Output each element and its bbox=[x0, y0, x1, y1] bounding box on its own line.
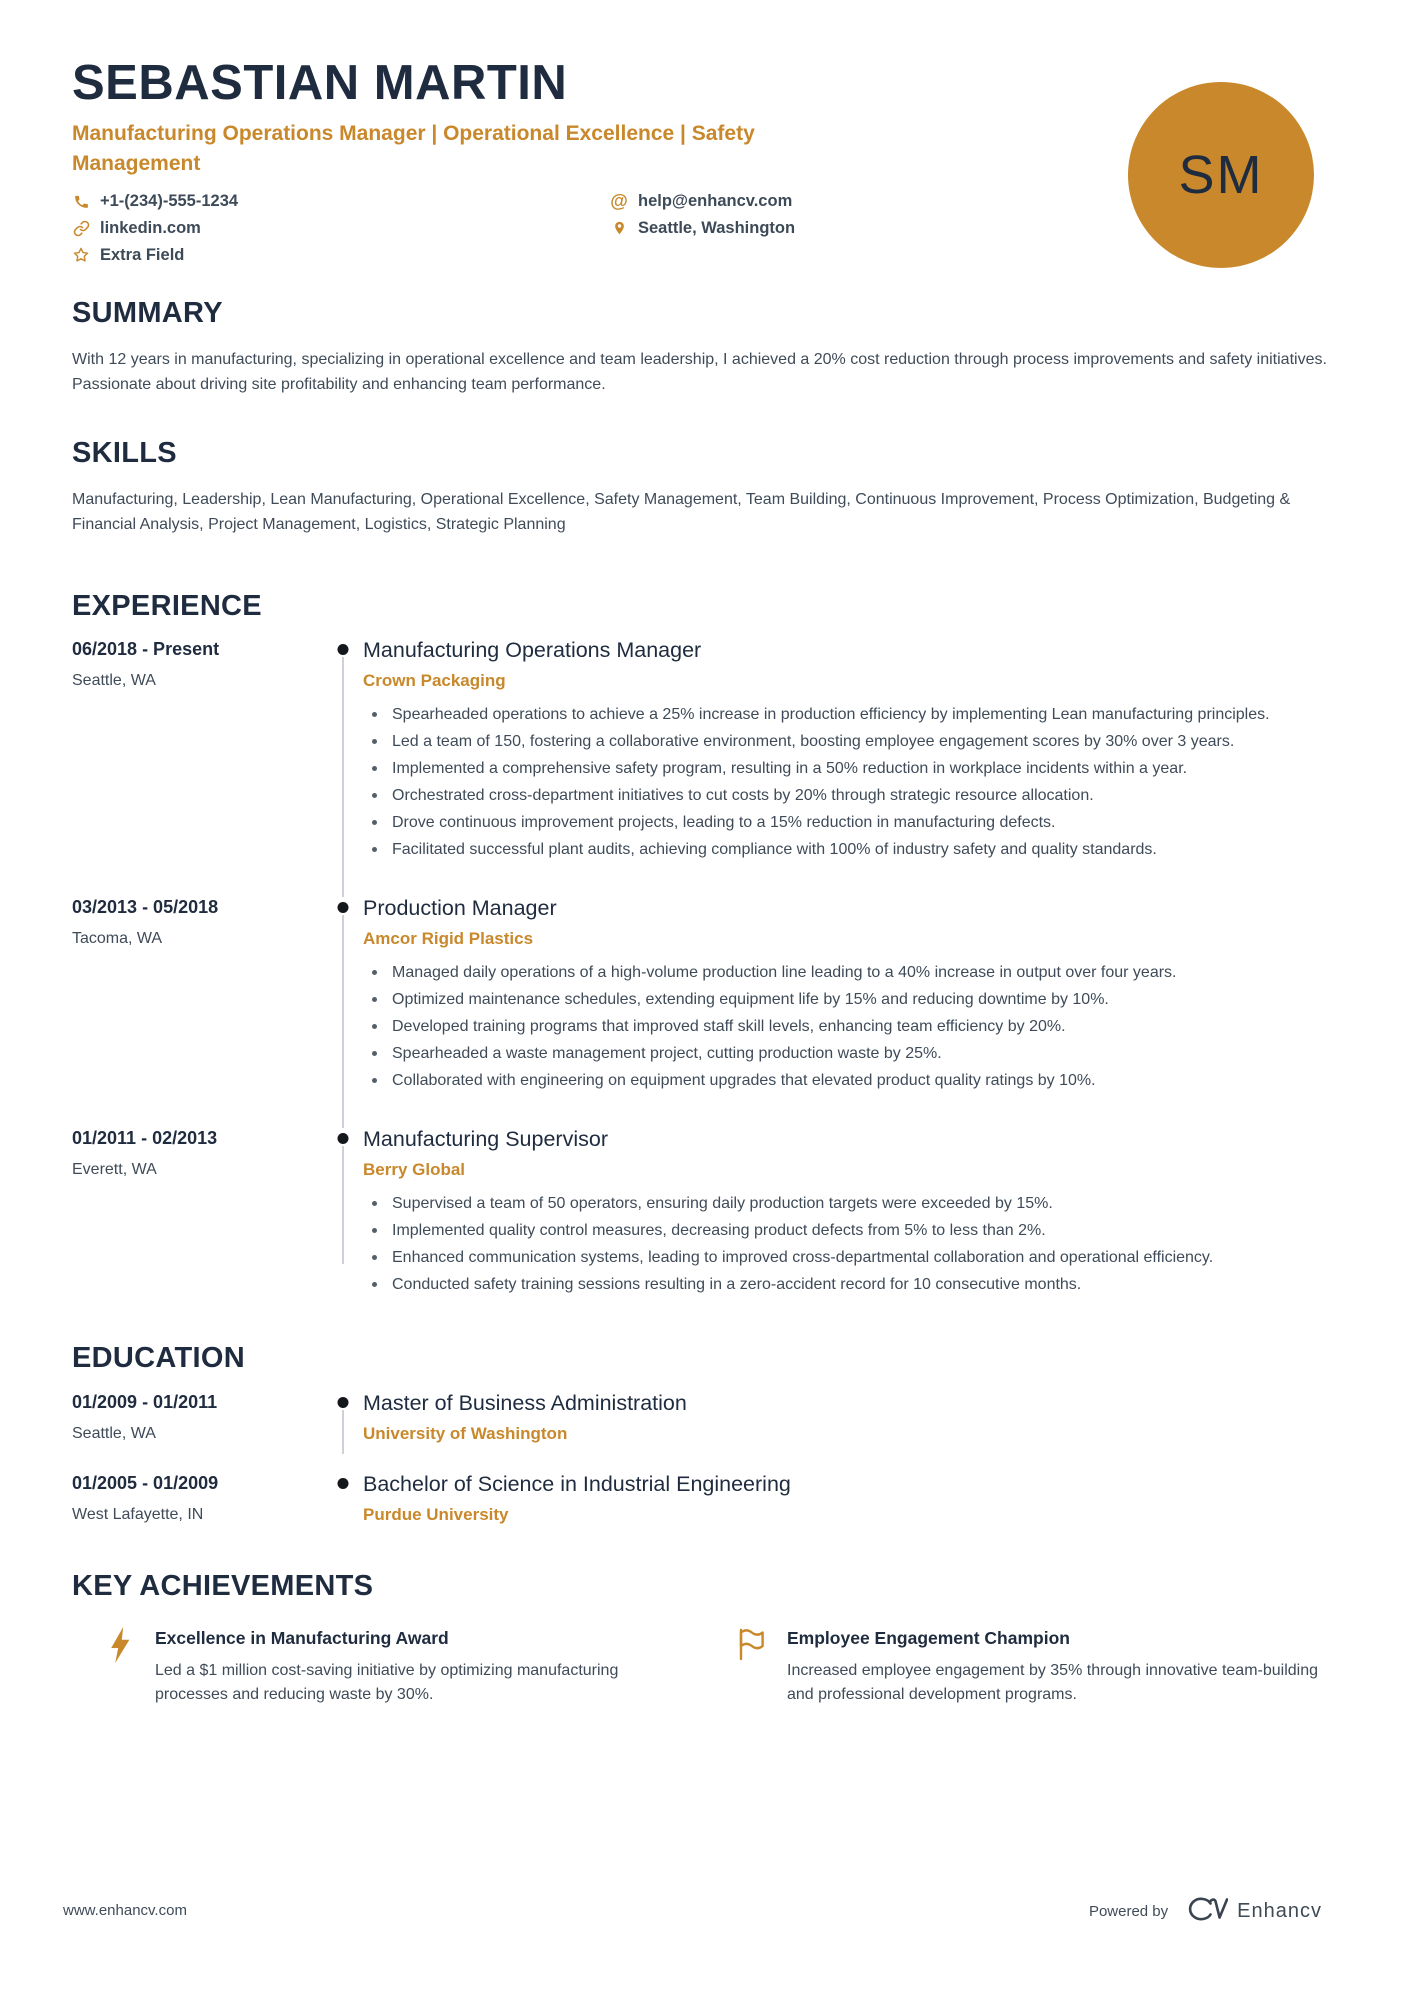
experience-dates: 03/2013 - 05/2018 bbox=[72, 897, 219, 917]
timeline-dot bbox=[338, 1133, 349, 1144]
timeline-rail bbox=[323, 895, 363, 1096]
timeline-rail bbox=[323, 1471, 363, 1526]
section-skills bbox=[72, 437, 1345, 537]
company-name: Amcor Rigid Plastics bbox=[363, 929, 534, 948]
timeline-line bbox=[342, 657, 344, 897]
experience-meta bbox=[72, 895, 323, 1096]
education-dates: 01/2009 - 01/2011 bbox=[72, 1392, 218, 1412]
bullet-item: Optimized maintenance schedules, extending equipment life by 15% and reducing downtime by 10%. bbox=[385, 988, 1345, 1011]
experience-location: Everett, WA bbox=[72, 1161, 157, 1178]
experience-body bbox=[363, 637, 1345, 865]
experience-body bbox=[363, 895, 1345, 1096]
education-body bbox=[363, 1390, 1345, 1445]
contact-location-text: Seattle, Washington bbox=[638, 219, 796, 237]
timeline-dot bbox=[338, 902, 349, 913]
achievement-title: Excellence in Manufacturing Award bbox=[155, 1628, 449, 1648]
education-body bbox=[363, 1471, 1345, 1526]
achievement-body bbox=[155, 1626, 680, 1706]
contact-extra-field bbox=[72, 246, 610, 264]
education-meta bbox=[72, 1471, 323, 1526]
company-name: Crown Packaging bbox=[363, 671, 506, 690]
timeline-dot bbox=[338, 644, 349, 655]
education-meta bbox=[72, 1390, 323, 1445]
enhancv-brand[interactable] bbox=[1182, 1894, 1322, 1929]
flag-icon bbox=[737, 1626, 767, 1661]
location-pin-icon bbox=[610, 219, 628, 237]
bullet-item: Facilitated successful plant audits, achieving compliance with 100% of industry safety and quality standards. bbox=[385, 838, 1345, 861]
job-bullets bbox=[363, 1192, 1345, 1296]
education-entry bbox=[72, 1471, 1345, 1526]
bullet-item: Developed training programs that improved staff skill levels, enhancing team efficiency by 20%. bbox=[385, 1015, 1345, 1038]
person-name: SEBASTIAN MARTIN bbox=[72, 56, 568, 110]
achievement-text: Led a $1 million cost-saving initiative by optimizing manufacturing processes and reducing waste by 30%. bbox=[155, 1662, 619, 1703]
contact-phone[interactable] bbox=[72, 192, 610, 210]
job-title: Manufacturing Operations Manager bbox=[363, 638, 702, 662]
experience-entry bbox=[72, 895, 1345, 1096]
enhancv-logo-icon bbox=[1182, 1894, 1228, 1929]
avatar bbox=[1128, 82, 1314, 268]
achievements-grid bbox=[72, 1626, 1345, 1706]
contact-location bbox=[610, 219, 795, 237]
timeline-dot bbox=[338, 1397, 349, 1408]
skills-heading: SKILLS bbox=[72, 437, 177, 469]
bullet-item: Drove continuous improvement projects, leading to a 15% reduction in manufacturing defects. bbox=[385, 811, 1345, 834]
contact-linkedin[interactable] bbox=[72, 219, 610, 237]
bullet-item: Spearheaded operations to achieve a 25% increase in production efficiency by implementing Lean manufacturing principles. bbox=[385, 703, 1345, 726]
company-name: Berry Global bbox=[363, 1160, 466, 1179]
avatar-initials: SM bbox=[1178, 145, 1264, 205]
person-headline: Manufacturing Operations Manager | Operational Excellence | Safety Management bbox=[72, 122, 755, 175]
job-bullets bbox=[363, 961, 1345, 1092]
school-name: University of Washington bbox=[363, 1424, 568, 1443]
education-entry bbox=[72, 1390, 1345, 1445]
experience-body bbox=[363, 1126, 1345, 1300]
achievement-text: Increased employee engagement by 35% through innovative team-building and professional development programs. bbox=[787, 1662, 1319, 1703]
section-experience bbox=[72, 590, 1345, 1300]
contact-email-text: help@enhancv.com bbox=[638, 192, 793, 210]
bullet-item: Conducted safety training sessions resulting in a zero-accident record for 10 consecutive months. bbox=[385, 1273, 1345, 1296]
experience-entry bbox=[72, 1126, 1345, 1300]
job-title: Production Manager bbox=[363, 896, 557, 920]
bullet-item: Managed daily operations of a high-volume production line leading to a 40% increase in output over four years. bbox=[385, 961, 1345, 984]
bullet-item: Collaborated with engineering on equipment upgrades that elevated product quality ratings by 10%. bbox=[385, 1069, 1345, 1092]
experience-entry bbox=[72, 637, 1345, 865]
enhancv-logo-text: Enhancv bbox=[1237, 1900, 1322, 1922]
bullet-item: Enhanced communication systems, leading to improved cross-departmental collaboration and operational efficiency. bbox=[385, 1246, 1345, 1269]
timeline-rail bbox=[323, 1390, 363, 1445]
experience-meta bbox=[72, 1126, 323, 1300]
section-education bbox=[72, 1342, 1345, 1526]
experience-location: Tacoma, WA bbox=[72, 930, 163, 947]
bullet-item: Implemented a comprehensive safety program, resulting in a 50% reduction in workplace incidents within a year. bbox=[385, 757, 1345, 780]
timeline-dot bbox=[338, 1478, 349, 1489]
contact-email[interactable] bbox=[610, 192, 795, 210]
summary-heading: SUMMARY bbox=[72, 297, 223, 329]
timeline-line bbox=[342, 1410, 344, 1454]
contact-extra-text: Extra Field bbox=[100, 246, 185, 264]
bullet-item: Supervised a team of 50 operators, ensuring daily production targets were exceeded by 15%. bbox=[385, 1192, 1345, 1215]
at-icon: @ bbox=[610, 191, 628, 211]
section-summary bbox=[72, 297, 1345, 397]
achievement-item bbox=[105, 1626, 737, 1706]
experience-heading: EXPERIENCE bbox=[72, 590, 262, 622]
experience-location: Seattle, WA bbox=[72, 672, 156, 689]
experience-dates: 06/2018 - Present bbox=[72, 639, 220, 659]
footer-site-link[interactable]: www.enhancv.com bbox=[63, 1902, 187, 1919]
key-achievements-heading: KEY ACHIEVEMENTS bbox=[72, 1570, 374, 1602]
timeline-line bbox=[342, 915, 344, 1128]
summary-text: With 12 years in manufacturing, specializing in operational excellence and team leadership, I achieved a 20% cost reduction through process improvements and safety initiatives. Passionate about driving site profitability and enhancing team performance. bbox=[72, 351, 1327, 393]
school-name: Purdue University bbox=[363, 1505, 509, 1524]
degree-title: Bachelor of Science in Industrial Engineering bbox=[363, 1472, 791, 1496]
powered-by-label: Powered by bbox=[1088, 1903, 1169, 1920]
education-heading: EDUCATION bbox=[72, 1342, 245, 1374]
footer-powered-by bbox=[1089, 1894, 1322, 1929]
contact-linkedin-text: linkedin.com bbox=[100, 219, 201, 237]
education-dates: 01/2005 - 01/2009 bbox=[72, 1473, 219, 1493]
timeline-rail bbox=[323, 637, 363, 865]
bullet-item: Spearheaded a waste management project, cutting production waste by 25%. bbox=[385, 1042, 1345, 1065]
phone-icon bbox=[72, 192, 90, 210]
job-bullets bbox=[363, 703, 1345, 861]
achievement-item bbox=[737, 1626, 1345, 1706]
link-icon bbox=[72, 219, 90, 237]
education-location: West Lafayette, IN bbox=[72, 1506, 204, 1523]
bullet-item: Led a team of 150, fostering a collaborative environment, boosting employee engagement scores by 30% over 3 years. bbox=[385, 730, 1345, 753]
bullet-item: Orchestrated cross-department initiatives to cut costs by 20% through strategic resource allocation. bbox=[385, 784, 1345, 807]
contact-phone-text: +1-(234)-555-1234 bbox=[100, 192, 239, 210]
lightning-icon bbox=[105, 1626, 135, 1663]
education-location: Seattle, WA bbox=[72, 1425, 156, 1442]
timeline-rail bbox=[323, 1126, 363, 1300]
achievement-body bbox=[787, 1626, 1345, 1706]
job-title: Manufacturing Supervisor bbox=[363, 1127, 608, 1151]
degree-title: Master of Business Administration bbox=[363, 1391, 687, 1415]
bullet-item: Implemented quality control measures, decreasing product defects from 5% to less than 2%. bbox=[385, 1219, 1345, 1242]
section-key-achievements bbox=[72, 1570, 1345, 1706]
star-icon bbox=[72, 246, 90, 264]
achievement-title: Employee Engagement Champion bbox=[787, 1628, 1070, 1648]
timeline-line bbox=[342, 1146, 344, 1264]
experience-meta bbox=[72, 637, 323, 865]
experience-dates: 01/2011 - 02/2013 bbox=[72, 1128, 218, 1148]
skills-text: Manufacturing, Leadership, Lean Manufacturing, Operational Excellence, Safety Management, Team Building, Continuous Improvement, Process Optimization, Budgeting & Financial Analysis, Project Management, Logistics, Strategic Planning bbox=[72, 491, 1291, 533]
